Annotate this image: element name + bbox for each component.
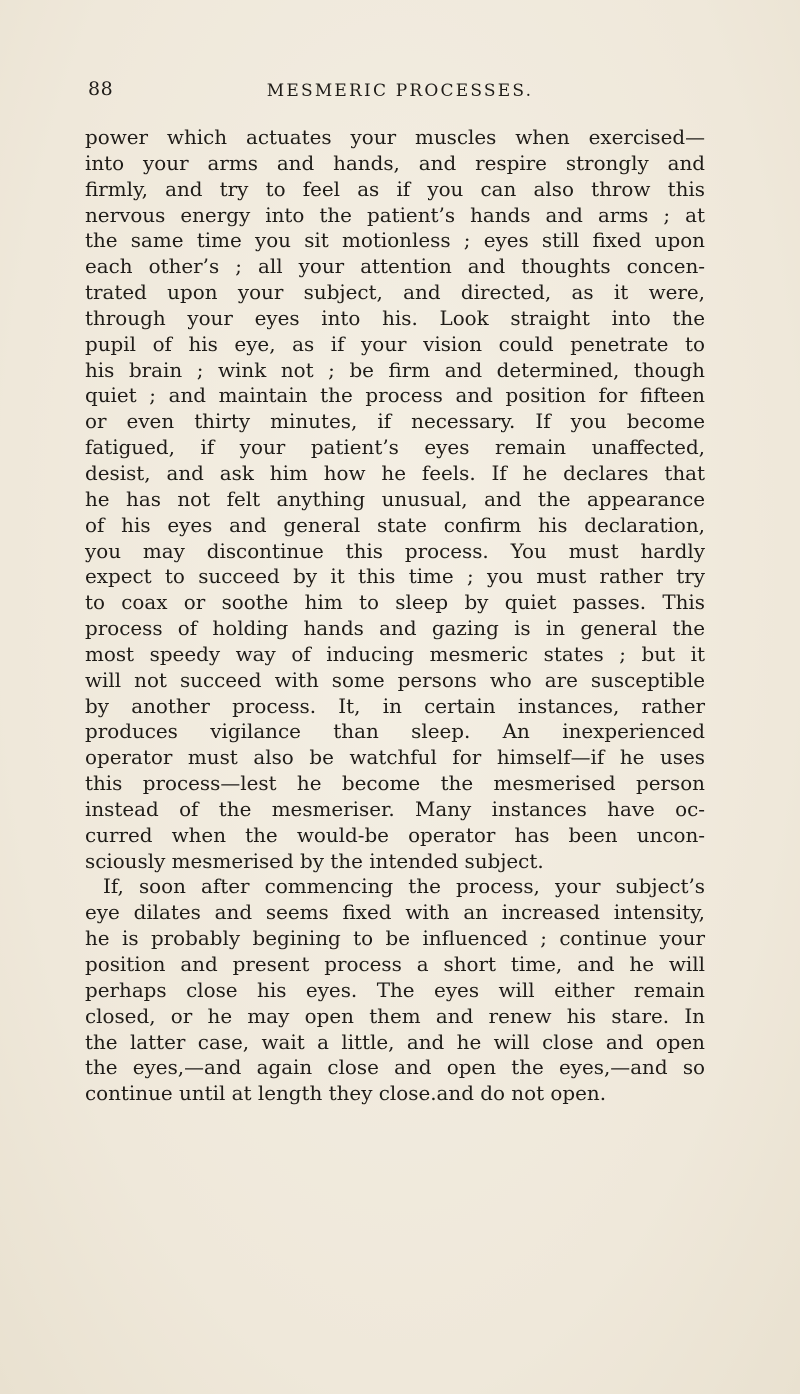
text-line: produces vigilance than sleep. An inexperienced [85, 720, 705, 744]
text-line: fatigued, if your patient’s eyes remain unaffected, [85, 436, 705, 460]
text-line: trated upon your subject, and directed, as it were, [85, 281, 705, 305]
text-line: process of holding hands and gazing is in general the [85, 617, 705, 641]
text-line: sciously mesmerised by the intended subject. [85, 849, 544, 873]
text-line: most speedy way of inducing mesmeric states ; but it [85, 642, 705, 666]
text-line: or even thirty minutes, if necessary. If you become [85, 410, 705, 434]
text-line: operator must also be watchful for himself—if he uses [85, 746, 705, 770]
text-line: the eyes,—and again close and open the eyes,—and so [85, 1056, 705, 1080]
text-line: into your arms and hands, and respire strongly and [85, 151, 705, 175]
text-line: his brain ; wink not ; be firm and determined, though [85, 358, 705, 382]
text-line: this process—lest he become the mesmerised person [85, 772, 705, 796]
text-line: by another process. It, in certain instances, rather [85, 694, 705, 718]
text-line: eye dilates and seems fixed with an increased intensity, [85, 901, 705, 925]
text-line: position and present process a short time, and he will [85, 953, 705, 976]
text-line: of his eyes and general state confirm his declaration, [85, 513, 705, 537]
text-line: he has not felt anything unusual, and the appearance [85, 487, 705, 511]
text-line: desist, and ask him how he feels. If he declares that [85, 461, 705, 485]
text-line: pupil of his eye, as if your vision could penetrate to [85, 332, 705, 356]
text-line: curred when the would-be operator has been uncon- [85, 823, 705, 847]
text-line: expect to succeed by it this time ; you must rather try [85, 565, 705, 589]
body-text [85, 125, 705, 1107]
text-line: quiet ; and maintain the process and position for fifteen [85, 384, 705, 408]
text-line: If, soon after commencing the process, your subject’s [103, 875, 705, 899]
text-line: continue until at length they close.and do not open. [85, 1082, 607, 1106]
text-line: instead of the mesmeriser. Many instances have oc- [85, 797, 705, 821]
text-line: through your eyes into his. Look straight into the [85, 306, 705, 330]
text-line: the same time you sit motionless ; eyes still fixed upon [85, 229, 705, 253]
text-line: he is probably begining to be influenced ; continue your [85, 927, 705, 951]
text-line: the latter case, wait a little, and he will close and open [85, 1030, 705, 1054]
text-line: will not succeed with some persons who are susceptible [85, 668, 705, 692]
text-line: to coax or soothe him to sleep by quiet passes. This [85, 591, 705, 615]
text-line: each other’s ; all your attention and thoughts concen- [85, 255, 705, 279]
text-line: perhaps close his eyes. The eyes will either remain [85, 978, 705, 1002]
page-number: 88 [88, 78, 114, 100]
text-line: firmly, and try to feel as if you can also throw this [85, 177, 705, 201]
page-header [0, 78, 800, 108]
running-title: MESMERIC PROCESSES. [266, 81, 534, 101]
text-line: closed, or he may open them and renew his stare. In [85, 1004, 705, 1028]
text-line: nervous energy into the patient’s hands and arms ; at [85, 203, 705, 227]
text-line: power which actuates your muscles when exercised— [85, 126, 705, 149]
text-line: you may discontinue this process. You must hardly [85, 539, 705, 563]
